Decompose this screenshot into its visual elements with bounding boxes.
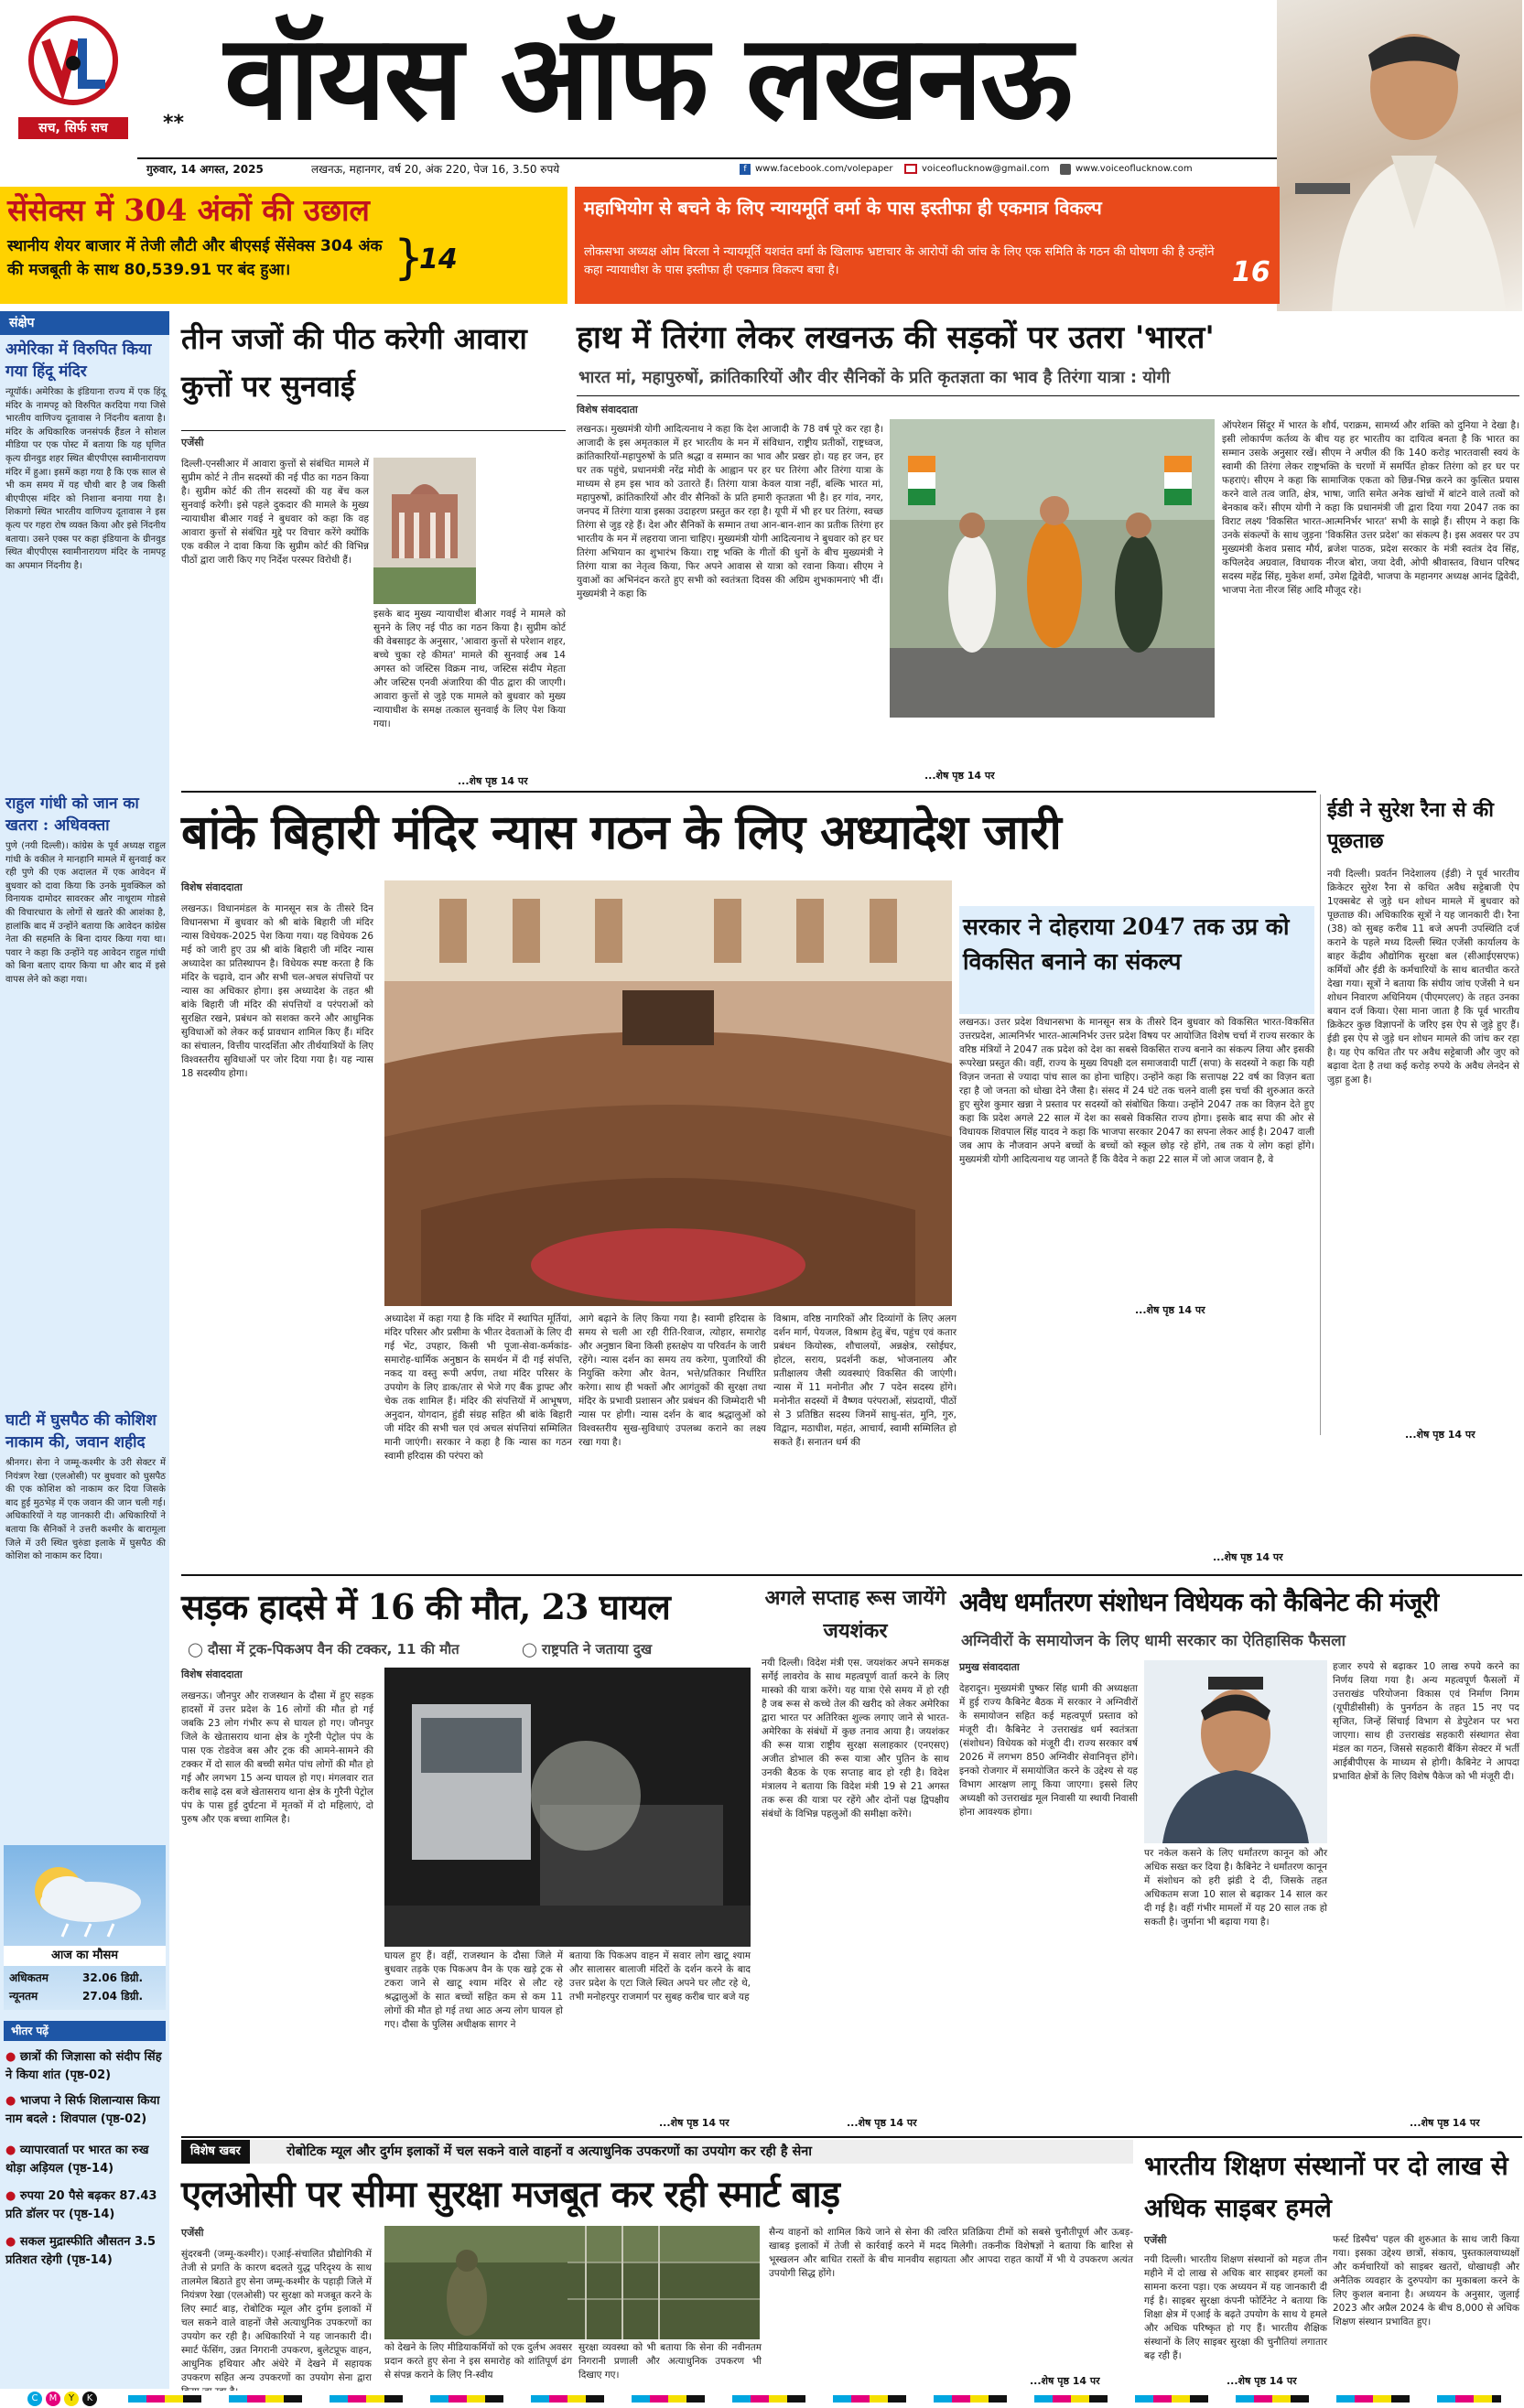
conversion-subhead: अग्निवीरों के समायोजन के लिए धामी सरकार का ऐतिहासिक फैसला bbox=[961, 1632, 1346, 1650]
footer-bar bbox=[0, 2391, 1522, 2408]
accident-sub2 bbox=[522, 1640, 652, 1658]
editor-photo bbox=[1277, 0, 1522, 311]
up2047-continued[interactable]: ...शेष पृष्ठ 14 पर bbox=[1135, 1304, 1205, 1316]
inside-item[interactable]: ● व्यापारवार्ता पर भारत का रुख थोड़ा अड़ियल (पृष्ठ-14) bbox=[5, 2143, 149, 2176]
brief-us-temple-head: अमेरिका में विरुपित किया गया हिंदू मंदिर bbox=[5, 340, 152, 381]
accident-byline: विशेष संवाददाता bbox=[181, 1668, 243, 1680]
inside-item-text: सकल मुद्रास्फीति औसतन 3.5 प्रतिशत रहेगी (पृष्ठ-14) bbox=[5, 2235, 157, 2267]
loc-strap bbox=[181, 2140, 1133, 2164]
raina-text: नयी दिल्ली। प्रवर्तन निदेशालय (ईडी) ने पूर्व भारतीय क्रिकेटर सुरेश रैना से कथित अवैध सट्टेबाजी ऐप 1एक्सबेट से जुड़े धन शोधन मामले में बुधवार को पूछताछ की। अधिकारिक सूत्रों ने यह जानकारी दी। रैना (38) को सुबह करीब 11 बजे अपनी उपस्थिति दर्ज कराने के पहले मध्य दिल्ली स्थित एजेंसी कार्यालय के बाहर केंद्रीय औद्योगिक सुरक्षा बल (सीआईएसएफ) कर्मियों और ईडी के कर्मचारियों के साथ बातचीत करते देखा गया। सूत्रों ने बताया कि संघीय जांच एजेंसी ने धन शोधन निवारण अधिनियम (पीएमएलए) के तहत उनका बयान दर्ज किया। ऐसा माना जाता है कि पूर्व भारतीय क्रिकेटर कुछ विज्ञापनों के जरिए इस ऐप से जुड़े हुए हैं। ईडी इस ऐप से जुड़े धन शोधन मामले की जांच कर रहा है। यह ऐप कथित तौर पर अवैध सट्टेबाजी और जुए को बढ़ावा देता है तथा कई करोड़ रुपये के अवैध लेनदेन से जुड़ा हुआ है। bbox=[1327, 869, 1519, 1085]
conversion-continued[interactable]: ...शेष पृष्ठ 14 पर bbox=[1410, 2117, 1480, 2129]
inside-title: भीतर पढ़ें bbox=[4, 2021, 166, 2041]
teaser-sensex[interactable] bbox=[0, 187, 567, 304]
reg-mark-k: K bbox=[82, 2392, 97, 2406]
bullet-icon: ◯ bbox=[522, 1641, 543, 1658]
accident-sub1 bbox=[188, 1640, 459, 1658]
dogs-continued[interactable]: ...शेष पृष्ठ 14 पर bbox=[458, 775, 528, 787]
conversion-text-col2: पर नकेल कसने के लिए धर्मांतरण कानून को और अधिक सख्त कर दिया है। कैबिनेट ने धर्मांतरण कानून में संशोधन को हरी झंडी दे दी, जिसके तहत अधिकतम सजा 10 साल से बढ़ाकर 14 साल कर दी गई है। वहीं गंभीर मामलों में यह 20 साल तक हो सकती है। जुर्माना भी बढ़ाया गया है। bbox=[1144, 1848, 1327, 1927]
inside-item-text: रुपया 20 पैसे बढ़कर 87.43 प्रति डॉलर पर (पृष्ठ-14) bbox=[5, 2189, 157, 2221]
facebook-link[interactable]: www.facebook.com/volepaper bbox=[755, 164, 893, 174]
vol-logo-icon bbox=[18, 13, 128, 123]
supreme-court-photo bbox=[373, 458, 476, 604]
brief-label: संक्षेप bbox=[0, 311, 169, 335]
teaser-verma-headline: महाभियोग से बचने के लिए न्यायमूर्ति वर्मा के पास इस्तीफा ही एकमात्र विकल्प bbox=[584, 197, 1102, 219]
divider bbox=[181, 791, 1316, 793]
dogs-byline: एजेंसी bbox=[181, 437, 204, 448]
dogs-text-col2: इसके बाद मुख्य न्यायाधीश बीआर गवई ने मामले को सुनने के लिए नई पीठ का गठन किया है। सुप्रीम कोर्ट की वेबसाइट के अनुसार, 'आवारा कुत्तों से परेशान शहर, बच्चे चुका रहे कीमत' मामले की सुनवाई अब 14 अगस्त को जस्टिस विक्रम नाथ, जस्टिस संदीप मेहता और जस्टिस एनवी अंजारिया की पीठ द्वारा की जाएगी। आवारा कुत्तों से जुड़े एक मामले को बुधवार को मुख्य न्यायाधीश के समक्ष तत्काल सुनवाई के लिए पेश किया गया। bbox=[373, 609, 566, 729]
raina-continued[interactable]: ...शेष पृष्ठ 14 पर bbox=[1405, 1429, 1475, 1441]
accident-sub1-text: दौसा में ट्रक-पिकअप वैन की टक्कर, 11 की मौत bbox=[208, 1641, 459, 1658]
weather-min: 27.04 डिग्री. bbox=[82, 1990, 144, 2003]
tiranga-photo bbox=[890, 419, 1215, 718]
teaser-sensex-headline: सेंसेक्स में 304 अंकों की उछाल bbox=[7, 192, 370, 228]
inside-item-text: भाजपा ने सिर्फ शिलान्यास किया नाम बदले : शिवपाल (पृष्ठ-02) bbox=[5, 2094, 160, 2126]
loc-continued[interactable]: ...शेष पृष्ठ 14 पर bbox=[1030, 2375, 1100, 2387]
masthead-stars: ** bbox=[163, 112, 185, 135]
cyber-continued[interactable]: ...शेष पृष्ठ 14 पर bbox=[1227, 2375, 1297, 2387]
crash-photo-icon bbox=[384, 1668, 751, 1947]
facebook-icon: f bbox=[740, 164, 751, 175]
dogs-headline: तीन जजों की पीठ करेगी आवारा कुत्तों पर सुनवाई bbox=[181, 321, 527, 404]
divider bbox=[181, 2136, 1522, 2138]
cyber-text-col1: नयी दिल्ली। भारतीय शिक्षण संस्थानों को महज तीन महीने में दो लाख से अधिक बार साइबर हमलों का सामना करना पड़ा। एक अध्ययन में यह जानकारी दी गई है। साइबर सुरक्षा कंपनी फोर्टिनेट ने बताया कि शिक्षा क्षेत्र में एआई के बढ़ते उपयोग के साथ ये हमले और अधिक परिष्कृत हो गए हैं। भारतीय शैक्षिक संस्थानों के लिए साइबर सुरक्षा की चुनौतियां लगातार बढ़ रही हैं। bbox=[1144, 2254, 1327, 2361]
loc-text-col4: सुरक्षा व्यवस्था को भी बताया कि सेना की नवीनतम निगरानी प्रणाली और अत्याधुनिक उपकरण भी दिखाए गए। bbox=[578, 2342, 762, 2381]
inside-item[interactable]: ● भाजपा ने सिर्फ शिलान्यास किया नाम बदले : शिवपाल (पृष्ठ-02) bbox=[5, 2094, 160, 2126]
tiranga-text-col1: लखनऊ। मुख्यमंत्री योगी आदित्यनाथ ने कहा कि देश आजादी के 78 वर्ष पूरे कर रहा है। आजादी के इस अमृतकाल में हर भारतीय के मन में संविधान, राष्ट्रीय प्रतीकों, राष्ट्रध्वज, क्रांतिकारियों-महापुरुषों के प्रति श्रद्धा व सम्मान का भाव और प्रखर हो। यह हर जन, हर घर तक पहुंचे, प्रधानमंत्री नरेंद्र मोदी के आह्वान पर हर घर तिरंगा और तिरंगा यात्रा के माध्यम से हम इस भाव को उतारते हैं। तिरंगा यात्रा केवल यात्रा नहीं, बल्कि भारत मां, महापुरुषों, क्रांतिकारियों और वीर सैनिकों के प्रति हमारी कृतज्ञता भी है। हर गांव, नगर, जनपद में तिरंगा यात्रा इसका उदाहरण प्रस्तुत कर रहा है। यूपी में भी हर घर तिरंगा, स्वच्छ तिरंगा से जुड़ रहे हैं। देश और सैनिकों के सम्मान तथा आन-बान-शान का प्रतीक तिरंगा हर भारतीय के मन में लहराया जाना चाहिए। मुख्यमंत्री योगी आदित्यनाथ ने बुधवार को हर घर तिरंगा अभियान का शुभारंभ किया। राष्ट्र भक्ति के गीतों की धुनों के बीच मुख्यमंत्री ने तिरंगा यात्रा का नेतृत्व किया, फिर अपने आवास से यात्रा को रवाना किया। सीएम ने युवाओं का अभिनंदन करते हुए सभी को स्वतंत्रता दिवस की अग्रिम शुभकामनाएं भी दीं। मुख्यमंत्री ने कहा कि bbox=[577, 424, 883, 599]
teaser-sensex-page: 14 bbox=[419, 243, 458, 275]
inside-item[interactable]: ● सकल मुद्रास्फीति औसतन 3.5 प्रतिशत रहेगी (पृष्ठ-14) bbox=[5, 2235, 157, 2267]
assembly-photo bbox=[384, 880, 952, 1306]
dhami-photo bbox=[1144, 1660, 1327, 1843]
col-rule bbox=[1320, 794, 1321, 1435]
web-link[interactable]: www.voiceoflucknow.com bbox=[1075, 164, 1193, 174]
loc-strap-label: विशेष खबर bbox=[181, 2140, 250, 2164]
up2047-text: लखनऊ। उत्तर प्रदेश विधानसभा के मानसून सत्र के तीसरे दिन बुधवार को विकसित भारत-विकसित उत्तरप्रदेश, आत्मनिर्भर भारत-आत्मनिर्भर उत्तर प्रदेश विषय पर आयोजित विशेष चर्चा में राज्य सरकार के वरिष्ठ मंत्रियों ने 2047 तक प्रदेश को देश का सबसे विकसित राज्य बनाने का संकल्प लिया और इसकी रूपरेखा प्रस्तुत की। वहीं, राज्य के मुख्य विपक्षी दल समाजवादी पार्टी (सपा) के सदस्यों ने कहा कि यही विज़न जनता से ज्यादा पांच साल का होना चाहिए। उन्होंने कहा कि सत्तापक्ष 22 वर्ष का विज़न बता रहा है जो जनता को धोखा देने जैसा है। संसद में 24 घंटे तक चलने वाली इस चर्चा की शुरुआत करते हुए सुरेश कुमार खन्ना ने प्रस्ताव पर सदस्यों को संबोधित किया। उन्होंने 2047 तक का विज़न देते हुए कहा कि प्रदेश अगले 22 साल में देश का सबसे विकसित राज्य होगा। इसके बाद सपा की ओर से विधायक शिवपाल सिंह यादव ने कहा कि भाजपा सरकार 2047 का सपना लेकर आई है। 2047 वाली जब आप के नौजवान अपने बच्चों के बच्चों को स्कूल छोड़ रहे होंगे, तब तक ये लोग कहां होंगे। मुख्यमंत्री योगी आदित्यनाथ यह जानते हैं कि वैदेव ने कहा 22 साल में जो आज जवान है, वे bbox=[959, 1017, 1315, 1165]
color-strip bbox=[128, 2395, 1501, 2403]
soldiers-photo-icon bbox=[384, 2226, 760, 2339]
inside-item[interactable]: ● रुपया 20 पैसे बढ़कर 87.43 प्रति डॉलर पर (पृष्ठ-14) bbox=[5, 2189, 157, 2221]
brief-column bbox=[0, 311, 169, 2389]
masthead-title: वॉयस ऑफ लखनऊ bbox=[224, 9, 1071, 146]
accident-text-col1: लखनऊ। जौनपुर और राजस्थान के दौसा में हुए सड़क हादसों में उत्तर प्रदेश के 16 लोगों की मौत हो गई जबकि 23 लोग गंभीर रूप से घायल हो गए। जौनपुर जिले के खेतासराय थाना क्षेत्र के गुरैनी पेट्रोल पंप के पास एक रोडवेज बस और ट्रक की आमने-सामने की टक्कर में दो साल की बच्ची समेत पांच लोगों की मौत हो गई और लगभग 15 अन्य घायल हो गए। मंगलवार रात करीब साढ़े दस बजे खेतासराय थाना क्षेत्र के गुरैनी पेट्रोल पंप के पास हुई दुर्घटना में मृतकों में दो महिलाएं, दो पुरुष और एक बच्चा शामिल है। bbox=[181, 1690, 374, 1825]
divider bbox=[577, 395, 1519, 396]
reg-mark-c: C bbox=[27, 2392, 42, 2406]
loc-headline: एलओसी पर सीमा सुरक्षा मजबूत कर रही स्मार्ट बाड़ bbox=[181, 2173, 840, 2216]
teaser-verma-text: लोकसभा अध्यक्ष ओम बिरला ने न्यायमूर्ति यशवंत वर्मा के खिलाफ भ्रष्टाचार के आरोपों की जांच के लिए एक समिति के गठन की घोषणा की है उन्होंने कहा न्यायाधीश के पास इस्तीफा ही एकमात्र विकल्प बचा है। bbox=[584, 245, 1215, 277]
brief-rahul-head: राहुल गांधी को जान का खतरा : अधिवक्ता bbox=[5, 794, 139, 835]
weather-max: 32.06 डिग्री. bbox=[82, 1971, 144, 1984]
banke-text-col1: लखनऊ। विधानमंडल के मानसून सत्र के तीसरे दिन विधानसभा में बुधवार को श्री बांके बिहारी जी मंदिर न्यास विधेयक-2025 पेश किया गया। यह विधेयक 26 मई को जारी हुए उप्र श्री बांके बिहारी जी मंदिर न्यास अध्यादेश का प्रतिस्थापन है। विधेयक स्पष्ट करता है कि मंदिर के चढ़ावे, दान और सभी चल-अचल संपत्तियों पर न्यास का अधिकार होगा। इस अध्यादेश के तहत श्री बांके बिहारी जी मंदिर की संपत्तियों व परंपराओं को सुरक्षित रखने, प्रबंधन को सशक्त करने और आधुनिक सुविधाओं को लेकर कई प्रावधान शामिल किए हैं। मंदिर का संचालन, वित्तीय पारदर्शिता और तीर्थयात्रियों के लिए विश्वस्तरीय सुविधाओं पर जोर दिया गया है। यह न्यास 18 सदस्यीय होगा। bbox=[181, 903, 373, 1079]
conversion-byline: प्रमुख संवाददाता bbox=[959, 1661, 1020, 1673]
bullet-icon: ◯ bbox=[188, 1641, 209, 1658]
accident-continued[interactable]: ...शेष पृष्ठ 14 पर bbox=[659, 2117, 730, 2129]
accident-headline: सड़क हादसे में 16 की मौत, 23 घायल bbox=[181, 1586, 670, 1627]
inside-item[interactable]: ● छात्रों की जिज्ञासा को संदीप सिंह ने किया शांत (पृष्ठ-02) bbox=[5, 2050, 162, 2082]
tagline-box bbox=[18, 117, 128, 139]
brief-rahul-text: पुणे (नयी दिल्ली)। कांग्रेस के पूर्व अध्यक्ष राहुल गांधी के वकील ने मानहानि मामले में सुनवाई कर रही पुणे की एक अदालत में एक आवेदन में बुधवार को दावा किया कि उनके मुवक्किल को विनायक दामोदर सावरकर और नाथूराम गोडसे की विचारधारा के लोगों से खतरे की आशंका है, हालांकि बाद में उन्होंने बताया कि आवेदन कांग्रेस नेता की सहमति के बिना दायर किया गया था। पवार ने कहा कि उन्होंने यह आवेदन राहुल गांधी को बिना बताए दायर किया था और बाद में इसे वापस लेने को कहा गया। bbox=[5, 841, 166, 985]
teaser-sensex-text: स्थानीय शेयर बाजार में तेजी लौटी और बीएसई सेंसेक्स 304 अंक की मजबूती के साथ 80,539.91 पर बंद हुआ। bbox=[7, 237, 383, 279]
cyber-headline: भारतीय शिक्षण संस्थानों पर दो लाख से अधिक साइबर हमले bbox=[1144, 2151, 1508, 2223]
conversion-headline: अवैध धर्मांतरण संशोधन विधेयक को कैबिनेट की मंजूरी bbox=[959, 1587, 1439, 1617]
reg-mark-m: M bbox=[46, 2392, 60, 2406]
tiranga-subhead: भारत मां, महापुरुषों, क्रांतिकारियों और वीर सैनिकों के प्रति कृतज्ञता का भाव है तिरंगा यात्रा : योगी bbox=[578, 368, 1171, 387]
rally-photo-icon bbox=[890, 419, 1215, 718]
weather-box bbox=[4, 1845, 166, 2010]
tagline: सच, सिर्फ सच bbox=[38, 121, 108, 135]
person-photo-icon bbox=[1277, 0, 1522, 311]
cloud-rain-icon bbox=[13, 1856, 150, 1938]
court-building-icon bbox=[373, 458, 476, 604]
divider bbox=[181, 1574, 1522, 1576]
accident-photo bbox=[384, 1668, 751, 1947]
web-icon bbox=[1060, 164, 1071, 175]
dateline: गुरुवार, 14 अगस्त, 2025 bbox=[146, 163, 264, 176]
jaishankar-text: नयी दिल्ली। विदेश मंत्री एस. जयशंकर अपने समकक्ष सर्गेई लावरोव के साथ महत्वपूर्ण वार्ता करने के लिए मास्को की यात्रा करेंगे। यह यात्रा ऐसे समय में हो रही है जब रूस से कच्चे तेल की खरीद को लेकर अमेरिका द्वारा भारत पर अतिरिक्त शुल्क लगाए जाने से भारत-अमेरिका के संबंधों में कुछ तनाव आया है। जयशंकर की रूस यात्रा राष्ट्रीय सुरक्षा सलाहकार (एनएसए) अजीत डोभाल की रूस यात्रा और पुतिन के साथ उनकी बैठक के एक सप्ताह बाद हो रही है। विदेश मंत्रालय ने बताया कि विदेश मंत्री 19 से 21 अगस्त तक रूस की यात्रा पर रहेंगे और दोनों पक्ष द्विपक्षीय संबंधों के विभिन्न पहलुओं की समीक्षा करेंगे। bbox=[762, 1658, 949, 1819]
tiranga-byline: विशेष संवाददाता bbox=[577, 404, 638, 416]
cyber-text-col2: फर्स्ट डिस्पैच' पहल की शुरुआत के साथ जारी किया गया। इसका उद्देश्य छात्रों, संकाय, पुस्तकालयाध्यक्षों और कर्मचारियों को साइबर खतरों, धोखाधड़ी और अनैतिक व्यवहार के दुरुपयोग का मुकाबला करने के लिए कुशल बनाना है। अध्ययन के अनुसार, जुलाई 2023 और अप्रैल 2024 के बीच 8,000 से अधिक शिक्षण संस्थान प्रभावित हुए। bbox=[1333, 2234, 1519, 2327]
email-icon bbox=[904, 164, 917, 174]
logo bbox=[18, 13, 128, 123]
accident-sub2-text: राष्ट्रपति ने जताया दुख bbox=[542, 1641, 653, 1658]
banke-text-col1b bbox=[181, 1312, 373, 1569]
soldiers-photo bbox=[384, 2226, 760, 2339]
divider bbox=[181, 430, 566, 431]
banke-continued[interactable]: ...शेष पृष्ठ 14 पर bbox=[1213, 1551, 1283, 1563]
conversion-text-col1: देहरादून। मुख्यमंत्री पुष्कर सिंह धामी की अध्यक्षता में हुई राज्य कैबिनेट बैठक में सरकार ने अग्निवीरों के समायोजन सहित कई महत्वपूर्ण प्रस्ताव को मंजूरी दी। कैबिनेट ने उत्तराखंड धर्म स्वतंत्रता (संशोधन) विधेयक को मंजूरी दी। राज्य सरकार वर्ष 2026 में लगभग 850 अग्निवीर सेवानिवृत्त होंगे। इनको रोजगार में समायोजित करने के उद्देश्य से यह विभाग आरक्षण लागू किया जाएगा। इससे लिए अध्यक्षी को उत्तराखंड मूल निवासी या स्थायी निवासी होना आवश्यक होगा। bbox=[959, 1683, 1138, 1818]
up2047-headline: सरकार ने दोहराया 2047 तक उप्र को विकसित बनाने का संकल्प bbox=[963, 913, 1290, 975]
jaishankar-headline: अगले सप्ताह रूस जायेंगे जयशंकर bbox=[764, 1586, 946, 1643]
jaishankar-continued[interactable]: ...शेष पृष्ठ 14 पर bbox=[847, 2117, 917, 2129]
brief-ghati-head: घाटी में घुसपैठ की कोशिश नाकाम की, जवान शहीद bbox=[5, 1411, 157, 1452]
edition-info: लखनऊ, महानगर, वर्ष 20, अंक 220, पेज 16, 3.50 रुपये bbox=[311, 163, 560, 176]
cyber-byline: एजेंसी bbox=[1144, 2234, 1167, 2246]
weather-title: आज का मौसम bbox=[4, 1946, 166, 1966]
loc-text-col1: सुंदरबनी (जम्मू-कश्मीर)। एआई-संचालित प्रौद्योगिकी में तेजी से प्रगति के कारण बदलते युद्ध परिदृश्य के साथ तालमेल बिठाते हुए सेना जम्मू-कश्मीर के पहाड़ी जिले में नियंत्रण रेखा (एलओसी) पर सुरक्षा को मजबूत करने के लिए स्मार्ट बाड़, रोबोटिक म्यूल और दुर्गम इलाकों में चल सकने वाले वाहनों जैसे अत्याधुनिक उपकरणों का उपयोग कर रही है। अधिकारियों ने यह जानकारी दी। स्मार्ट फेंसिंग, उन्नत निगरानी उपकरण, बुलेटप्रूफ वाहन, आधुनिक हथियार और अंधेरे में देखने में सहायक उपकरण सहित अन्य उपकरणों का उपयोग सेना द्वारा bbox=[181, 2249, 372, 2383]
brief-ghati-text: श्रीनगर। सेना ने जम्मू-कश्मीर के उरी सेक्टर में नियंत्रण रेखा (एलओसी) पर बुधवार को घुसपैठ की एक कोशिश को नाकाम कर दिया जिसके बाद हुई मुठभेड़ में एक जवान की जान चली गई। अधिकारियों ने यह जानकारी दी। अधिकारियों ने बताया कि सैनिकों ने उत्तरी कश्मीर के बारामूला जिले में उरी स्थित चुरुंडा इलाके में घुसपैठ की कोशिश को नाकाम कर दिया। bbox=[5, 1458, 166, 1562]
person-photo-icon bbox=[1144, 1660, 1327, 1843]
conversion-text-col3: हजार रुपये से बढ़ाकर 10 लाख रुपये करने का निर्णय लिया गया है। अन्य महत्वपूर्ण फैसलों में उत्तराखंड परियोजना विकास एवं निर्माण निगम (यूपीडीसीसी) के पुनर्गठन के तहत 15 नए पद सृजित, जिन्हें सिंचाई विभाग से डेपुटेशन पर भरा जाएगा। साथ ही उत्तराखंड सहकारी संस्थागत सेवा मंडल का गठन, जिससे सहकारी बैंकिंग सेक्टर में भर्ती आईबीपीएस के माध्यम से होगी। कैबिनेट ने आपदा प्रभावित क्षेत्रों के लिए विशेष पैकेज को भी मंजूरी दी। bbox=[1333, 1661, 1519, 1782]
loc-byline: एजेंसी bbox=[181, 2227, 204, 2239]
accident-text-col2: घायल हुए हैं। वहीं, राजस्थान के दौसा जिले में बुधवार तड़के एक पिकअप वैन के एक खड़े ट्रक से टकरा जाने से खाटू श्याम मंदिर से लौट रहे श्रद्धालुओं के सात बच्चों सहित कम से कम 11 लोगों की मौत हो गई तथा आठ अन्य लोग घायल हो गए। दौसा के पुलिस अधीक्षक सागर ने bbox=[384, 1950, 563, 2030]
brief-us-temple-text: न्यूयॉर्क। अमेरिका के इंडियाना राज्य में एक हिंदू मंदिर के नामपट्ट को विरुपित करदिया गया जिसे भारतीय वाणिज्य दूतावास ने निंदनीय बताया है। मंदिर के अधिकारिक जनसंपर्क हैंडल ने सोशल मीडिया पर एक पोस्ट में बताया कि यह घृणित कृत्य ग्रीनवुड शहर स्थित बीएपीएस स्वामीनारायण मंदिर में हुआ। इसमें कहा गया है कि एक साल से भी कम समय में यह चौथी बार है जब किसी बीएपीएस मंदिर को निशाना बनाया गया है। शिकागो स्थित भारतीय वाणिज्य दूतावास ने इस कृत्य पर गहरा रोष व्यक्त किया और इसे निंदनीय बताया। उसने एक्स पर कहा इंडियाना के ग्रीनवुड स्थित बीएपीएस स्वामीनारायण मंदिर के नामपट्ट का अपमान निंदनीय है। bbox=[5, 387, 166, 571]
accident-text-col3: बताया कि पिकअप वाहन में सवार लोग खाटू श्याम और सालासर बालाजी मंदिरों के दर्शन करने के बाद उत्तर प्रदेश के एटा जिले स्थित अपने घर लौट रहे थे, तभी मनोहरपुर राजमार्ग पर सुबह करीब चार बजे यह bbox=[569, 1950, 751, 2003]
tiranga-text-col2: ऑपरेशन सिंदूर में भारत के शौर्य, पराक्रम, सामर्थ्य और शक्ति को दुनिया ने देखा है। इसी लोकार्पण कर्तव्य के बीच यह हर भारतीय का दायित्व बनता है कि भारत का सम्मान उसके अनुसार रखें। सीएम ने अपील की कि 140 करोड़ भारतवासी स्वयं के स्वामी की तिरंगा लेकर राष्ट्रभक्ति के चरणों में समर्पित होकर तिरंगा को हर घर पर फहराएं। सीएम ने कहा कि सामाजिक एकता को छिन्न-भिन्न करने का कुत्सित प्रयास करने वाले तत्व जाति, क्षेत्र, भाषा, जाति समेत अनेक खांचों में बांटने वाले तत्वों को बेनकाब करें। सीएम योगी ने कहा कि प्रधानमंत्री जी द्वारा दिया गया 2047 तक का विराट लक्ष्य 'विकसित भारत-आत्मनिर्भर भारत' सभी के साझे हैं। सीएम ने कहा कि उनके संकल्पों के साथ जुड़ना 'विकसित उत्तर प्रदेश' का संकल्प है। इस अवसर पर उप मुख्यमंत्री केशव प्रसाद मौर्य, ब्रजेश पाठक, प्रदेश सरकार के मंत्री स्वतंत्र देव सिंह, कपिलदेव अग्रवाल, विधायक नीरज बोरा, जया देवी, ओपी श्रीवास्तव, विधान परिषद सदस्य महेंद्र सिंह, मुकेश शर्मा, उमेश द्विवेदी, भाजपा के महानगर अध्यक्ष आनंद द्विवेदी, भाजपा नेता नीरज सिंह आदि मौजूद रहे। bbox=[1222, 420, 1519, 596]
raina-headline: ईडी ने सुरेश रैना से की पूछताछ bbox=[1327, 798, 1494, 853]
assembly-hall-icon bbox=[384, 880, 952, 1306]
weather-max-label: अधिकतम bbox=[9, 1971, 49, 1984]
teaser-verma[interactable] bbox=[575, 187, 1280, 304]
dogs-text-col1: दिल्ली-एनसीआर में आवारा कुत्तों से संबंधित मामले में सुप्रीम कोर्ट ने तीन सदस्यों की नई पीठ का गठन किया है। सुप्रीम कोर्ट की तीन सदस्यों की यह बेंच कल सुनवाई करेगी। इसे पहले दुकदार की मामले के मुख्य न्यायाधीश बीआर गवई ने बुधवार को कहा कि वह आवारा कुत्तों से संबंधित मुद्दे पर विचार करेंगे क्योंकि एक वकील ने दावा किया कि सुप्रीम कोर्ट की विभिन्न पीठों द्वारा जारी किए गए निर्देश परस्पर विरोधी हैं। bbox=[181, 459, 369, 566]
banke-headline: बांके बिहारी मंदिर न्यास गठन के लिए अध्यादेश जारी bbox=[181, 804, 1061, 860]
teaser-sensex-brace: } bbox=[394, 231, 425, 286]
banke-text-col3: आगे बढ़ाने के लिए किया गया है। स्वामी हरिदास के समय से चली आ रही रीति-रिवाज, त्योहार, समारोह और अनुष्ठान बिना किसी हस्तक्षेप या परिवर्तन के जारी रहेंगे। न्यास दर्शन का समय तय करेगा, पुजारियों की नियुक्ति करेगा और वेतन, भत्ते/प्रतिकार निर्धारित करेगा। साथ ही भक्तों और आगंतुकों की सुरक्षा तथा मंदिर के प्रभावी प्रशासन और प्रबंधन की जिम्मेदारी भी न्यास पर होगी। न्यास दर्शन के बाद श्रद्धालुओं को विश्वस्तरीय सुख-सुविधाएं उपलब्ध कराने का लक्ष्य रखा गया है। bbox=[578, 1313, 766, 1448]
loc-text-col3: सैन्य वाहनों को शामिल किये जाने से सेना की त्वरित प्रतिक्रिया टीमों को सबसे चुनौतीपूर्ण और ऊबड़-खाबड़ इलाकों में तेजी से कार्रवाई करने में मदद मिलेगी। तकनीक विशेषज्ञों ने बताया कि बारिश से भूस्खलन और बाधित रास्तों के बीच मानवीय सहायता और आपदा राहत कार्यों में भी ये उपकरण अत्यंत उपयोगी सिद्ध होंगे। bbox=[769, 2227, 1133, 2279]
inside-item-text: छात्रों की जिज्ञासा को संदीप सिंह ने किया शांत (पृष्ठ-02) bbox=[5, 2050, 162, 2082]
dateline-bar bbox=[137, 157, 1277, 178]
inside-item-text: व्यापारवार्ता पर भारत का रुख थोड़ा अड़ियल (पृष्ठ-14) bbox=[5, 2143, 149, 2176]
email-link[interactable]: voiceoflucknow@gmail.com bbox=[922, 164, 1050, 174]
teaser-verma-page: 16 bbox=[1232, 256, 1270, 288]
tiranga-continued[interactable]: ...शेष पृष्ठ 14 पर bbox=[924, 770, 995, 782]
banke-text-col2: अध्यादेश में कहा गया है कि मंदिर में स्थापित मूर्तियां, मंदिर परिसर और प्रसीमा के भीतर देवताओं के लिए दी गई भेंट, उपहार, किसी भी पूजा-सेवा-कर्मकांड-समारोह-धार्मिक अनुष्ठान के समर्थन में दी गई संपत्ति, नकद या वस्तु रूपी अर्पण, तथा मंदिर परिसर के उपयोग के लिए डाक/तार से भेजे गए बैंक ड्राफ्ट और चेक तक शामिल हैं। मंदिर की संपत्तियों में आभूषण, अनुदान, योगदान, हुंडी संग्रह सहित श्री बांके बिहारी जी मंदिर की सभी चल एवं अचल संपत्तियां सम्मिलित मानी जाएंगी। सरकार ने कहा है कि न्यास का गठन स्वामी हरिदास की परंपरा को bbox=[384, 1313, 572, 1462]
banke-text-col4: विश्राम, वरिष्ठ नागरिकों और दिव्यांगों के लिए अलग दर्शन मार्ग, पेयजल, विश्राम हेतु बेंच, पहुंच एवं कतार प्रबंधन कियोस्क, शौचालयों, अन्नक्षेत्र, रसोईघर, होटल, सराय, प्रदर्शनी कक्ष, भोजनालय और प्रतीक्षालय जैसी व्यवस्थाएं विकसित की जाएंगी। न्यास में 11 मनोनीत और 7 पदेन सदस्य होंगे। मनोनीत सदस्यों में वैष्णव परंपराओं, संप्रदायों, पीठों से 3 प्रतिष्ठित सदस्य जिनमें साधु-संत, मुनि, गुरु, विद्वान, मठाधीश, महंत, आचार्य, स्वामी सम्मिलित हो सकते हैं। सनातन धर्म की bbox=[773, 1313, 957, 1448]
reg-mark-y: Y bbox=[64, 2392, 79, 2406]
weather-min-label: न्यूनतम bbox=[9, 1990, 38, 2003]
banke-byline: विशेष संवाददाता bbox=[181, 881, 243, 893]
loc-strap-text: रोबोटिक म्यूल और दुर्गम इलाकों में चल सकने वाले वाहनों व अत्याधुनिक उपकरणों का उपयोग कर रही है सेना bbox=[286, 2144, 812, 2159]
masthead bbox=[0, 0, 1522, 179]
loc-text-col2: को देखने के लिए मीडियाकर्मियों को एक दुर्लभ अवसर प्रदान करते हुए सेना ने इस समारोह को शांतिपूर्ण ढंग से संपन्न कराने के लिए नि-स्वीय bbox=[384, 2342, 572, 2381]
tiranga-headline: हाथ में तिरंगा लेकर लखनऊ की सड़कों पर उतरा 'भारत' bbox=[577, 319, 1215, 356]
